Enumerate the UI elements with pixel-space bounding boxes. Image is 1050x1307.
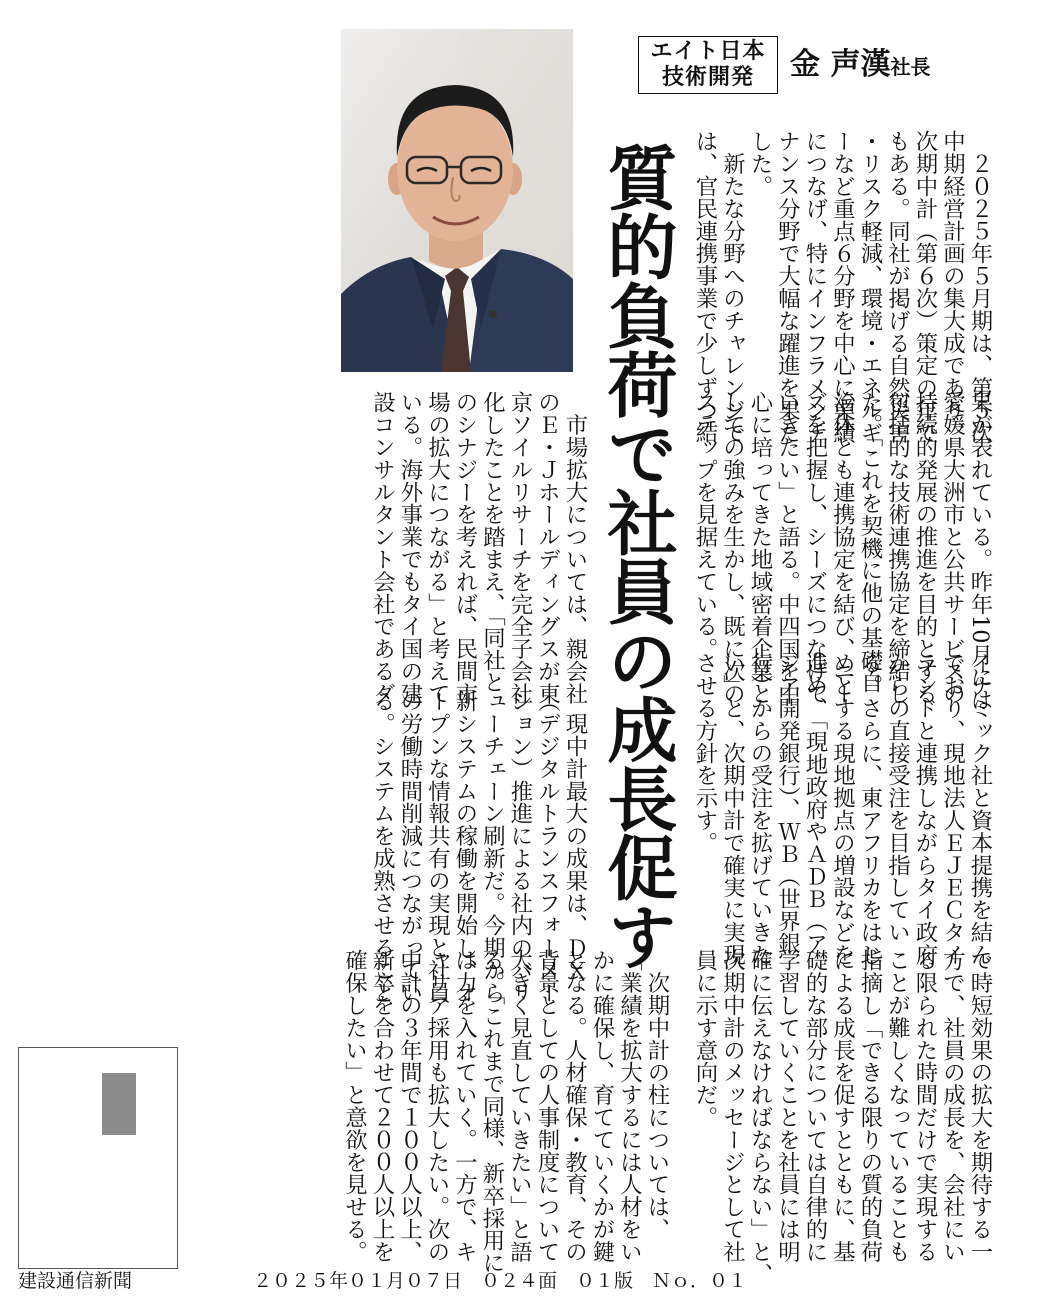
article-headline: 質的負荷で社員の成長促す [596,142,678,970]
article-column-5: 現中計最大の成果は、ＤＸ （デジタルトランスフォーメー ション）推進による社内のバリ ューチェーン刷新だ。今期から 新システムの稼働を開始し、オ ープンな情報共有の実現と社員 の労働時間削減につながってい る。システムを成熟させること [369,690,588,1004]
person-name: 金 声漢 [790,47,891,82]
portrait-illustration [341,29,573,372]
company-name-line1: エイト日本 [650,39,766,64]
article-column-6: で時短効果の拡大を期待する一 方で、社員の成長を、会社にい る限られた時間だけで実現する ことが難しくなっていることも 指摘し「できる限りの質的負荷 による成長を促すとともに、基 礎的な部分については自律的に 学習していくことを社員には明 確に伝えなければならない」と、 次期中計のメッセージとして社 員に示す意向だ。 [692,949,993,1285]
issue-info: ２０２５年０１月０７日 ０２４面 ０１版 Ｎｏ．０１ [253,1270,748,1292]
president-photo [341,29,573,372]
placeholder-bar [102,1073,136,1135]
article-column-7: 次期中計の柱については、 「業績を拡大するには人材をい かに確保し、育てていくかが鍵 となる。人材確保・教育、その 背景としての人事制度について 大きく見直していきたい」と語 る。「これまで同様、新卒採用に は力を入れていく。一方で、キ ャリア採用も拡大したい。次の 中計の３年間で１００人以上、 新卒を合わせて２００人以上を 確保したい」と意欲を見せる。 [341,949,670,1274]
article-column-4: イナミック社と資本提携を結ん でおり、現地法人ＥＪＥＣタイ ランドと連携しながらタイ政府 からの直接受注を目指してい る。さらに、東アフリカをはじ めとする現地拠点の増設などを 進め、「現地政府やＡＤＢ（ア ジア開発銀行）、ＷＢ（世界銀 行）からの受注を拡げていきた い」と、次期中計で確実に実現 させる方針を示す。 [692,652,993,966]
newspaper-name: 建設通信新聞 [18,1270,133,1292]
company-name-box [638,36,778,94]
article-column-1: ２０２５年５月期は、第５次 中期経営計画の集大成であり、 次期中計（第６次）策定の年で もある。同社が掲げる自然災害 ・リスク軽減、環境・エネルギ ーなど重点６分野を中心に業績 につなげ、特にインフラメンテ ナンス分野で大幅な躍進を果た した。 新たな分野へのチャレンジで は、官民連携事業で少しずつ結 [692,130,993,444]
person-title: 社長 [890,55,931,79]
company-name-line2: 技術開発 [661,65,754,90]
image-placeholder-box [18,1047,178,1269]
person-heading [790,44,930,86]
article-column-2: 果が表れている。昨年10月には 愛媛県大洲市と公共サービスの 持続的発展の推進を目的とする 包括的な技術連携協定を締結し た。「これを契機に他の基礎自 治体とも連携協定を結び、ニー ズを把握し、シーズにつなげて いきたい」と語る。中四国を中 心に培ってきた地域密着企業と しての強みを生かし、既に次の ステップを見据えている。 [692,391,993,711]
article-column-3: 市場拡大については、親会社 のＥ・Ｊホールディングスが東 京ソイルリサーチを完全子会社 化したことを踏まえ、「同社と のシナジーを考えれば、民間市 場の拡大につながる」と考えて いる。海外事業でもタイ国の建 設コンサルタント会社であるダ [369,391,588,705]
